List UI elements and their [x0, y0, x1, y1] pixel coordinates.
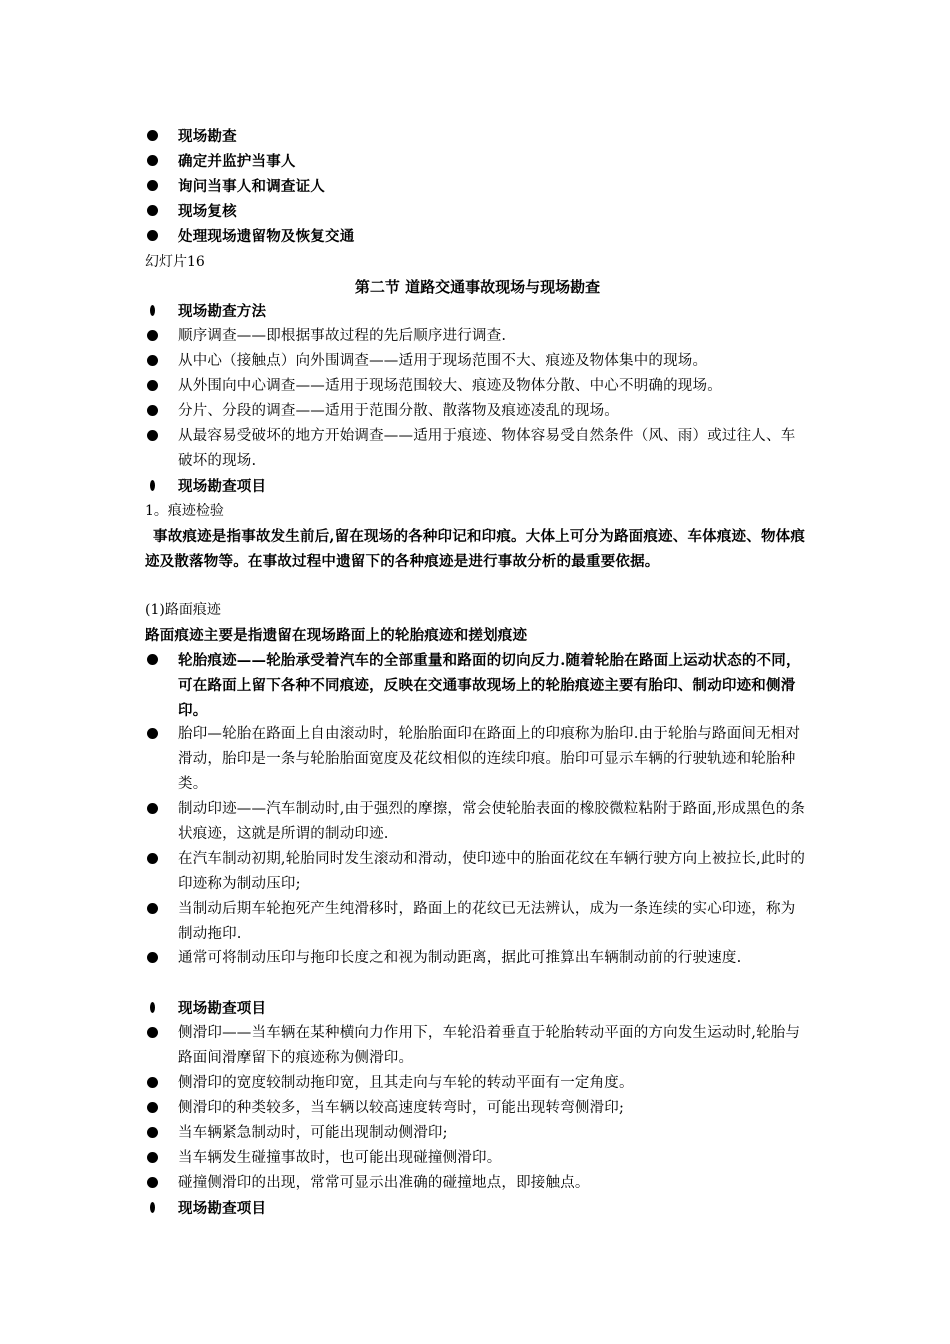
list-item: 确定并监护当事人 [145, 149, 810, 174]
bullet-icon [145, 174, 175, 195]
list-item: 从外围向中心调查——适用于现场范围较大、痕迹及物体分散、中心不明确的现场。 [145, 374, 810, 399]
bullet-icon [145, 324, 175, 345]
bullet-icon [145, 124, 175, 145]
bullet-icon [145, 1071, 175, 1092]
list-item: 碰撞侧滑印的出现，常常可显示出准确的碰撞地点，即接触点。 [145, 1171, 810, 1196]
list-item: 轮胎痕迹——轮胎承受着汽车的全部重量和路面的切向反力.随着轮胎在路面上运动状态的不同，可在路面上留下各种不同痕迹，反映在交通事故现场上的轮胎痕迹主要有胎印、制动印迹和侧滑印。 [145, 648, 810, 723]
bullet-icon [145, 224, 175, 245]
bullet-icon [145, 1146, 175, 1167]
bullet-icon [145, 1021, 175, 1042]
half-bullet-icon [145, 474, 175, 495]
subheading: (1)路面痕迹 [145, 602, 221, 618]
list-item: 分片、分段的调查——适用于范围分散、散落物及痕迹凌乱的现场。 [145, 399, 810, 424]
list-item: 顺序调查——即根据事故过程的先后顺序进行调查. [145, 324, 810, 349]
half-bullet-icon [145, 996, 175, 1017]
bullet-icon [145, 1121, 175, 1142]
list-item: 从中心（接触点）向外围调查——适用于现场范围不大、痕迹及物体集中的现场。 [145, 349, 810, 374]
list-item: 现场勘查方法 [145, 299, 810, 324]
bullet-icon [145, 149, 175, 170]
bullet-icon [145, 648, 175, 669]
half-bullet-icon [145, 1196, 175, 1217]
list-item: 通常可将制动压印与拖印长度之和视为制动距离，据此可推算出车辆制动前的行驶速度. [145, 946, 810, 971]
list-item: 现场勘查项目 [145, 996, 810, 1021]
list-item: 在汽车制动初期,轮胎同时发生滚动和滑动，使印迹中的胎面花纹在车辆行驶方向上被拉长,此时的印迹称为制动压印; [145, 847, 810, 897]
bullet-icon [145, 797, 175, 818]
list-item: 制动印迹——汽车制动时,由于强烈的摩擦，常会使轮胎表面的橡胶微粒粘附于路面,形成黑色的条状痕迹，这就是所谓的制动印迹. [145, 797, 810, 847]
bullet-icon [145, 722, 175, 743]
list-item: 现场勘查 [145, 124, 810, 149]
section-title: 第二节 道路交通事故现场与现场勘查 [354, 278, 601, 296]
bullet-icon [145, 946, 175, 967]
bullet-icon [145, 847, 175, 868]
bullet-icon [145, 1171, 175, 1192]
paragraph: 事故痕迹是指事故发生前后,留在现场的各种印记和印痕。大体上可分为路面痕迹、车体痕迹、物体痕迹及散落物等。在事故过程中遗留下的各种痕迹是进行事故分析的最重要依据。 [145, 528, 806, 570]
list-item: 现场勘查项目 [145, 474, 810, 499]
slide-label: 幻灯片16 [145, 254, 205, 270]
list-item: 侧滑印的宽度较制动拖印宽，且其走向与车轮的转动平面有一定角度。 [145, 1071, 810, 1096]
list-item: 当制动后期车轮抱死产生纯滑移时，路面上的花纹已无法辨认，成为一条连续的实心印迹，称为制动拖印. [145, 897, 810, 947]
list-item: 侧滑印的种类较多，当车辆以较高速度转弯时，可能出现转弯侧滑印; [145, 1096, 810, 1121]
bullet-icon [145, 349, 175, 370]
bullet-icon [145, 374, 175, 395]
list-item: 当车辆发生碰撞事故时，也可能出现碰撞侧滑印。 [145, 1146, 810, 1171]
list-item: 胎印—轮胎在路面上自由滚动时，轮胎胎面印在路面上的印痕称为胎印.由于轮胎与路面间无相对滑动，胎印是一条与轮胎胎面宽度及花纹相似的连续印痕。胎印可显示车辆的行驶轨迹和轮胎种类。 [145, 722, 810, 797]
bullet-icon [145, 199, 175, 220]
list-item: 侧滑印——当车辆在某种横向力作用下，车轮沿着垂直于轮胎转动平面的方向发生运动时,轮胎与路面间滑摩留下的痕迹称为侧滑印。 [145, 1021, 810, 1071]
list-item: 当车辆紧急制动时，可能出现制动侧滑印; [145, 1121, 810, 1146]
list-item: 现场复核 [145, 199, 810, 224]
bullet-icon [145, 1096, 175, 1117]
bullet-icon [145, 897, 175, 918]
subheading: 1。痕迹检验 [145, 503, 224, 519]
bullet-icon [145, 424, 175, 445]
paragraph: 路面痕迹主要是指遗留在现场路面上的轮胎痕迹和搓划痕迹 [145, 627, 528, 644]
list-item: 询问当事人和调查证人 [145, 174, 810, 199]
half-bullet-icon [145, 299, 175, 320]
list-item: 处理现场遗留物及恢复交通 [145, 224, 810, 249]
list-item: 现场勘查项目 [145, 1196, 810, 1221]
bullet-icon [145, 399, 175, 420]
list-item: 从最容易受破坏的地方开始调查——适用于痕迹、物体容易受自然条件（风、雨）或过往人、车破坏的现场. [145, 424, 810, 474]
